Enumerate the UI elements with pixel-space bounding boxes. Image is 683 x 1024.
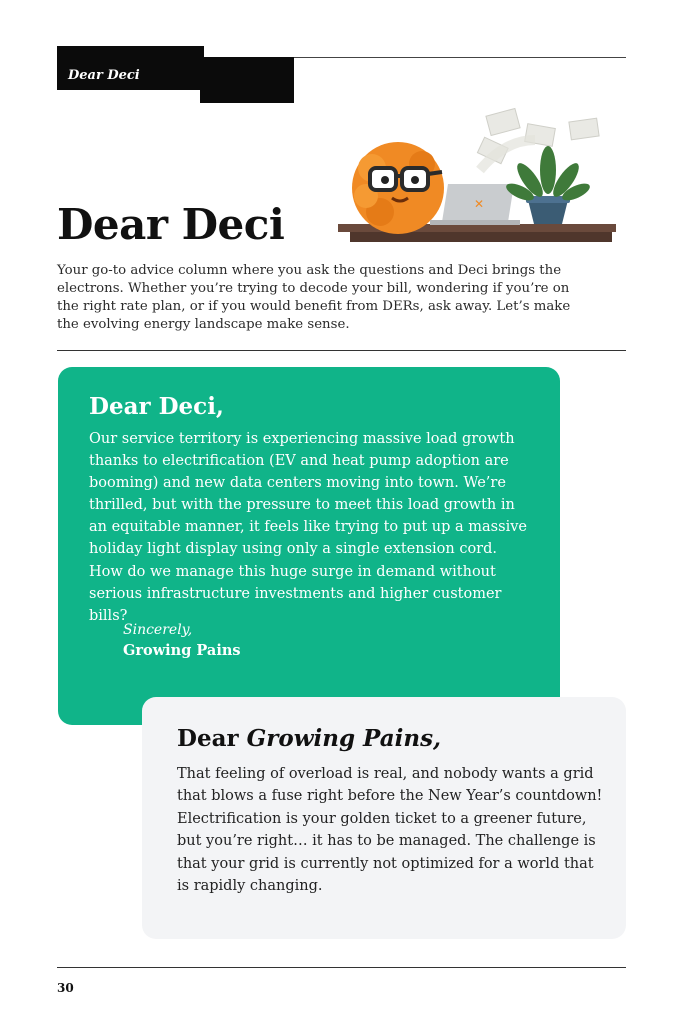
intro-paragraph: Your go-to advice column where you ask the questions and Deci brings the electrons. Whether you’re trying to decode your bill, wondering if you’re on the right rate plan, or if you would benefit from DERs, ask away. Let’s make the evolving energy landscape make sense. xyxy=(57,263,571,332)
mascot-at-laptop-icon xyxy=(330,100,626,250)
answer-heading-name: Growing Pains, xyxy=(246,725,442,752)
answer-heading xyxy=(177,725,441,752)
header-tab-label: Dear Deci xyxy=(68,68,140,83)
question-body: Our service territory is experiencing massive load growth thanks to electrification (EV and heat pump adoption are booming) and new data centers moving into town. We’re thrilled, but with the pressure to meet this load growth in an equitable manner, it feels like trying to put up a massive holiday light display using only a single extension cord. How do we manage this huge surge in demand without serious infrastructure investments and higher customer bills? xyxy=(89,431,527,624)
answer-heading-prefix: Dear xyxy=(177,725,247,752)
question-signoff: Sincerely, xyxy=(123,622,193,638)
section-divider xyxy=(57,350,626,351)
svg-text:✕: ✕ xyxy=(473,197,485,211)
page-number: 30 xyxy=(57,981,74,995)
answer-body: That feeling of overload is real, and nobody wants a grid that blows a fuse right before the New Year’s countdown! Electrification is your golden ticket to a greener future, but you’re right… it has to be managed. The challenge is that your grid is currently not optimized for a world that is rapidly changing. xyxy=(177,766,603,895)
page-title: Dear Deci xyxy=(57,200,285,249)
question-heading: Dear Deci, xyxy=(89,393,224,420)
footer-rule xyxy=(57,967,626,968)
header-tab-block xyxy=(200,57,294,103)
header-rule xyxy=(294,57,626,58)
question-signature: Growing Pains xyxy=(123,642,241,659)
